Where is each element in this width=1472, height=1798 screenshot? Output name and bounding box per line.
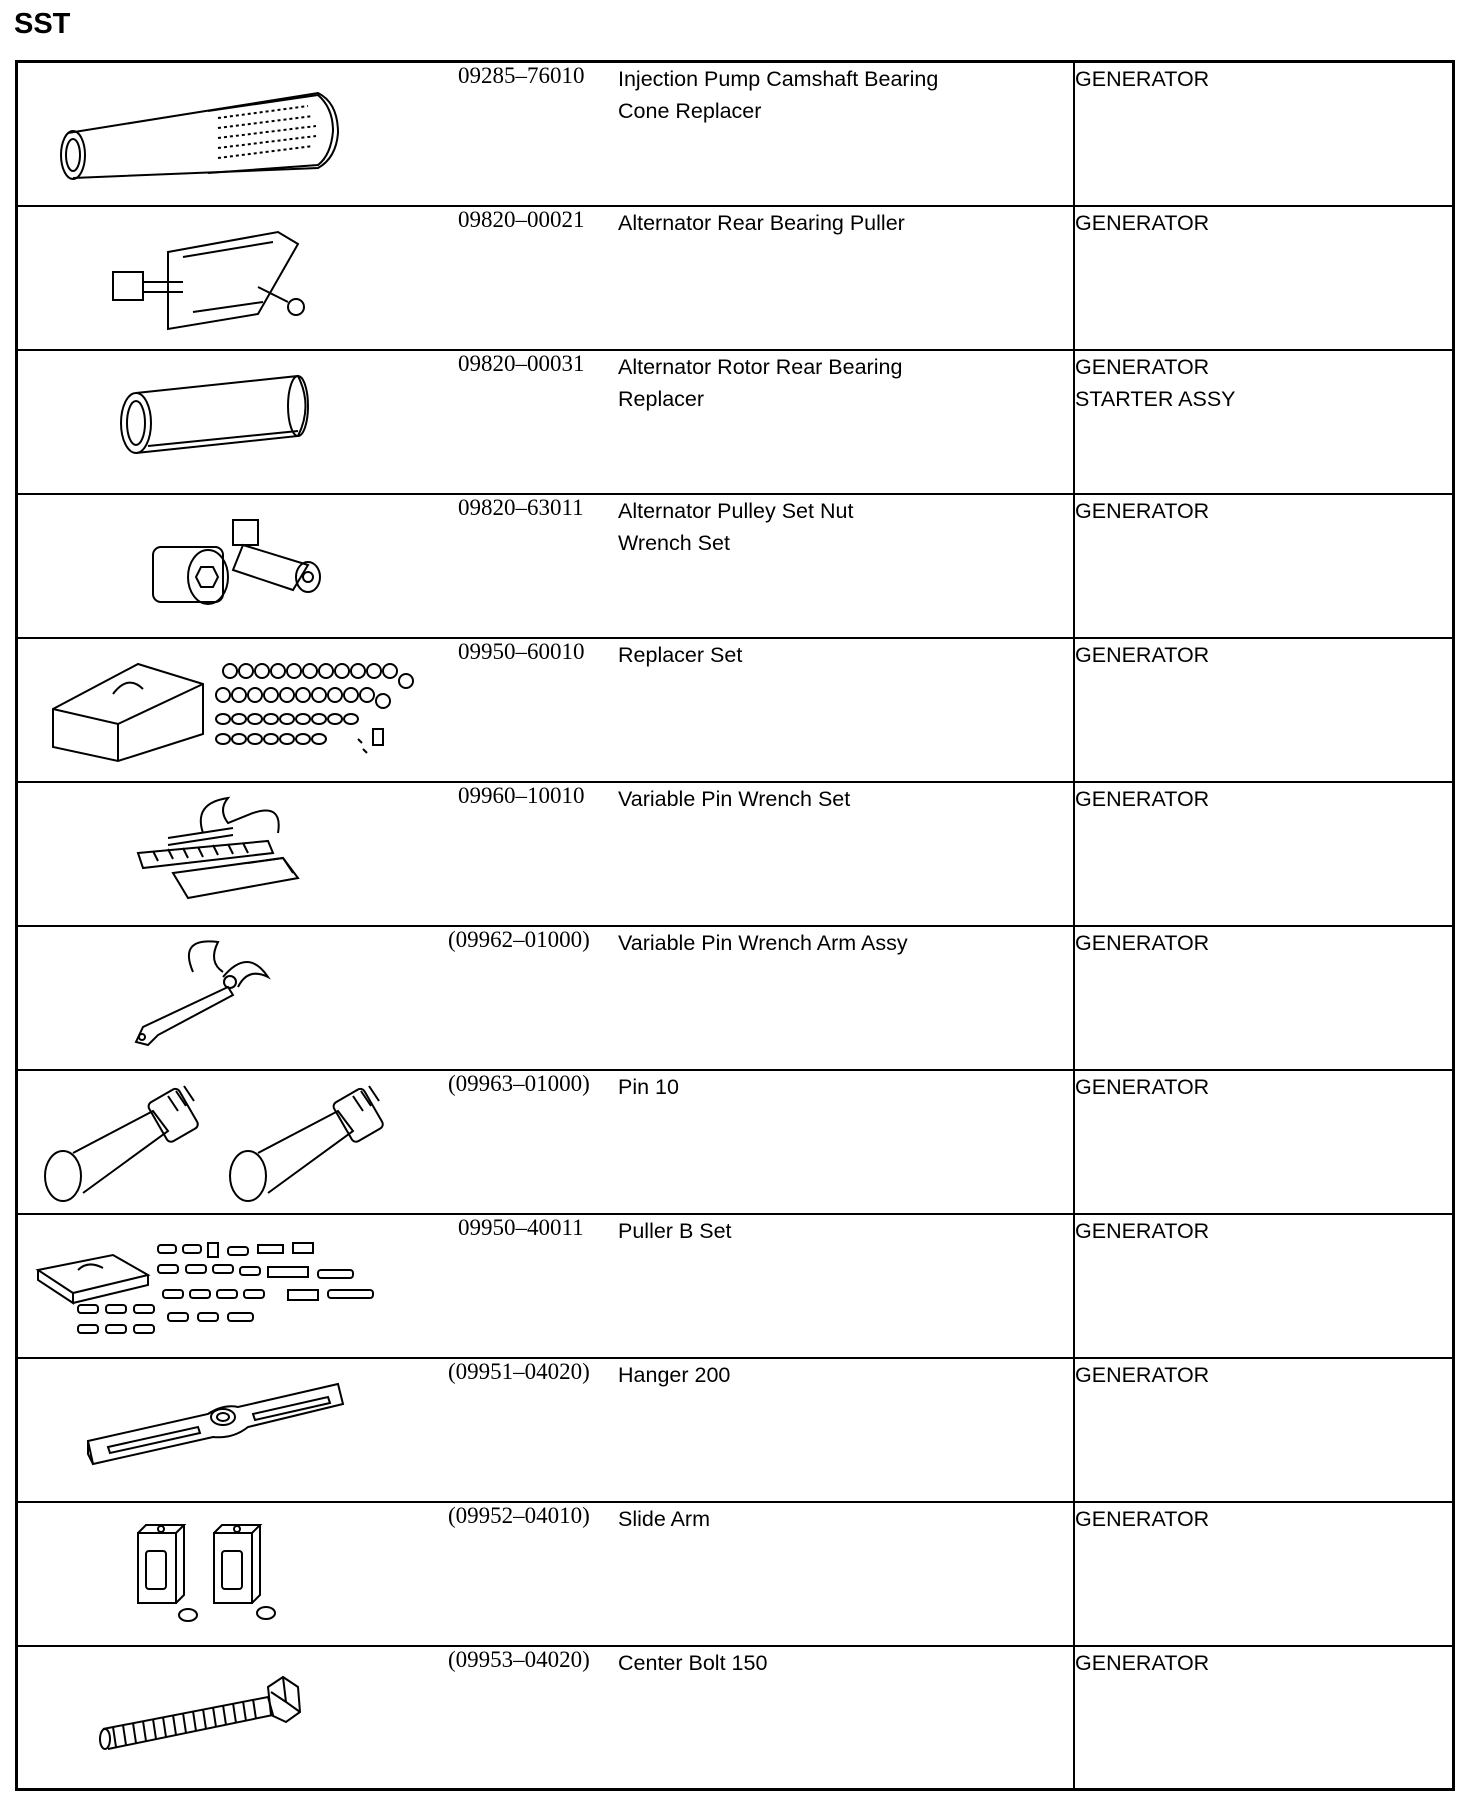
tool-name-line: Slide Arm — [618, 1506, 711, 1531]
usage-line: GENERATOR — [1075, 210, 1210, 235]
table-row — [17, 638, 1454, 782]
tool-name-line: Variable Pin Wrench Set — [618, 786, 851, 811]
tool-name-line: Center Bolt 150 — [618, 1650, 768, 1675]
tool-name-line: Puller B Set — [618, 1218, 732, 1243]
tool-illustration-cell — [17, 206, 439, 350]
table-row — [17, 1646, 1454, 1790]
part-number: (09962–01000) — [448, 926, 590, 952]
table-row — [17, 1070, 1454, 1214]
puller-b-set-illustration — [18, 1215, 438, 1357]
hanger-illustration — [18, 1359, 438, 1501]
table-row — [17, 1358, 1454, 1502]
tool-illustration-cell — [17, 62, 439, 206]
tool-name-line: Replacer Set — [618, 642, 743, 667]
usage-line: STARTER ASSY — [1075, 386, 1236, 411]
tool-illustration-cell — [17, 494, 439, 638]
tool-name-line: Alternator Pulley Set Nut — [618, 498, 854, 523]
table-row — [17, 1214, 1454, 1358]
part-number: 09820–00031 — [458, 350, 585, 376]
usage-line: GENERATOR — [1075, 1506, 1210, 1531]
table-row — [17, 350, 1454, 494]
tool-name-line: Injection Pump Camshaft Bearing — [618, 67, 939, 91]
center-bolt-illustration — [18, 1647, 438, 1789]
tool-illustration-cell — [17, 1358, 439, 1502]
usage-line: GENERATOR — [1075, 67, 1210, 91]
sst-table — [15, 60, 1455, 1791]
tool-name-line: Hanger 200 — [618, 1362, 731, 1387]
table-row — [17, 62, 1454, 206]
usage-line: GENERATOR — [1075, 1074, 1210, 1099]
tool-illustration-cell — [17, 1070, 439, 1214]
bearing-puller-illustration — [18, 207, 438, 349]
usage-line: GENERATOR — [1075, 930, 1210, 955]
usage-line: GENERATOR — [1075, 1362, 1210, 1387]
tool-illustration-cell — [17, 1502, 439, 1646]
replacer-set-illustration — [18, 639, 438, 781]
usage-line: GENERATOR — [1075, 1218, 1210, 1243]
tool-name-line: Cone Replacer — [618, 99, 762, 123]
tool-name-line: Alternator Rotor Rear Bearing — [618, 354, 903, 379]
part-number: (09952–04010) — [448, 1502, 590, 1528]
tool-name-line: Pin 10 — [618, 1074, 679, 1099]
part-number: 09285–76010 — [458, 63, 585, 88]
tool-name-line: Replacer — [618, 386, 705, 411]
table-row — [17, 782, 1454, 926]
usage-line: GENERATOR — [1075, 642, 1210, 667]
usage-line: GENERATOR — [1075, 786, 1210, 811]
page-title: SST — [14, 8, 71, 40]
usage-line: GENERATOR — [1075, 498, 1210, 523]
slide-arm-illustration — [18, 1503, 438, 1645]
part-number: 09960–10010 — [458, 782, 585, 808]
part-number: 09820–63011 — [458, 494, 584, 520]
bearing-cone-replacer-illustration — [18, 63, 438, 205]
usage-line: GENERATOR — [1075, 354, 1210, 379]
table-row — [17, 1502, 1454, 1646]
tool-illustration-cell — [17, 1646, 439, 1790]
tool-name-line: Variable Pin Wrench Arm Assy — [618, 930, 908, 955]
bearing-replacer-illustration — [18, 351, 438, 493]
part-number: 09950–60010 — [458, 638, 585, 664]
tool-illustration-cell — [17, 1214, 439, 1358]
table-row — [17, 926, 1454, 1070]
pin-illustration — [18, 1071, 438, 1213]
tool-illustration-cell — [17, 638, 439, 782]
tool-illustration-cell — [17, 926, 439, 1070]
part-number: 09950–40011 — [458, 1214, 584, 1240]
part-number: 09820–00021 — [458, 206, 585, 232]
pulley-nut-wrench-illustration — [18, 495, 438, 637]
part-number: (09953–04020) — [448, 1646, 590, 1672]
usage-line: GENERATOR — [1075, 1650, 1210, 1675]
tool-illustration-cell — [17, 782, 439, 926]
tool-name-line: Wrench Set — [618, 530, 730, 555]
table-row — [17, 206, 1454, 350]
pin-wrench-arm-illustration — [18, 927, 438, 1069]
table-row — [17, 494, 1454, 638]
part-number: (09951–04020) — [448, 1358, 590, 1384]
variable-pin-wrench-set-illustration — [18, 783, 438, 925]
tool-name-line: Alternator Rear Bearing Puller — [618, 210, 905, 235]
part-number: (09963–01000) — [448, 1070, 590, 1096]
tool-illustration-cell — [17, 350, 439, 494]
